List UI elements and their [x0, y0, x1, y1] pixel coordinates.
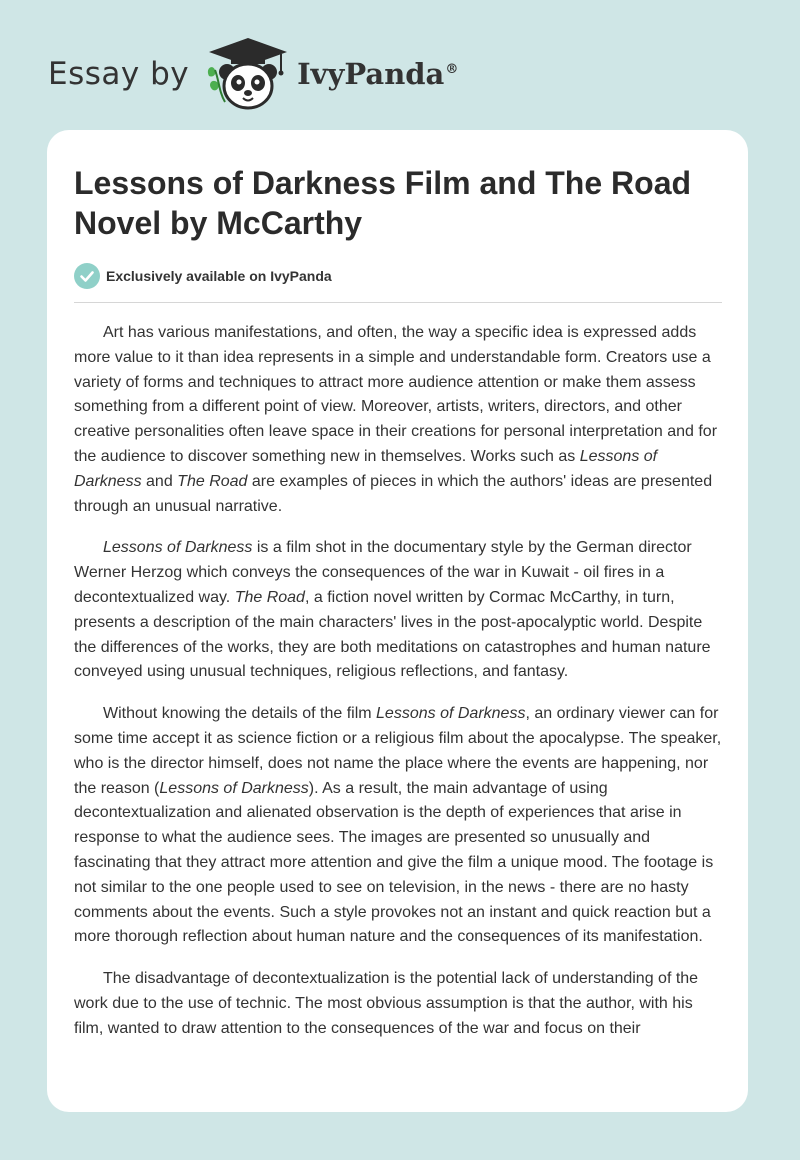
italic-title: Lessons of Darkness [103, 539, 253, 557]
italic-title: Lessons of Darkness [74, 447, 658, 490]
text-run: , a fiction novel written by Cormac McCarthy, in turn, presents a description of the main characters' lives in the post-apocalyptic world. Despite the differences of the works, they are both meditations on catastrophes and human nature conveyed using unusual techniques, religious reflections, and fantasy. [74, 588, 711, 681]
essay-by-label: Essay by [48, 56, 190, 92]
divider [74, 302, 722, 303]
site-header [48, 34, 458, 114]
text-run: are examples of pieces in which the authors' ideas are presented through an unusual narrative. [74, 472, 713, 515]
paragraph-3 [74, 702, 724, 950]
paragraph-1 [74, 321, 724, 519]
essay-card [47, 130, 748, 1112]
brand-name[interactable] [297, 57, 458, 91]
registered-mark: ® [445, 62, 459, 78]
paragraph-2 [74, 536, 724, 685]
italic-title: The Road [234, 588, 305, 606]
italic-title: Lessons of Darkness [376, 705, 526, 723]
text-run: The disadvantage of decontextualization is the potential lack of understanding of the work due to the use of technic. The most obvious assumption is that the author, with his film, wanted to draw attention to the consequences of the war and focus on their [74, 970, 699, 1037]
italic-title: Lessons of Darkness [159, 779, 309, 797]
panda-graduation-cap-icon[interactable] [203, 36, 293, 112]
text-run: and [141, 472, 178, 490]
italic-title: The Road [177, 472, 248, 490]
check-circle-icon [74, 263, 100, 289]
exclusive-badge-text: Exclusively available on IvyPanda [106, 268, 332, 284]
text-run: Art has various manifestations, and often, the way a specific idea is expressed adds more value to it than idea represents in a simple and understandable form. Creators use a variety of forms and techniques to attract more audience attention or make them assess something from a different point of view. Moreover, artists, writers, directors, and other creative personalities often leave space in their creations for personal interpretation and for the audience to discover something new in themselves. Works such as [74, 324, 718, 465]
text-run: is a film shot in the documentary style by the German director Werner Herzog which conveys the consequences of the war in Kuwait - oil fires in a decontextualized way. [74, 539, 692, 606]
essay-title: Lessons of Darkness Film and The Road Novel by McCarthy [74, 165, 692, 241]
text-run: , an ordinary viewer can for some time accept it as science fiction or a religious film about the apocalypse. The speaker, who is the director himself, does not name the place where the events are happening, nor the reason ( [74, 705, 722, 797]
text-run: ). As a result, the main advantage of using decontextualization and alienated observation is the depth of experiences that arise in response to what the audience sees. The images are presented so unusually and fascinating that they attract more attention and give the film a unique mood. The footage is not similar to the one people used to see on television, in the news - there are no hasty comments about the events. Such a style provokes not an instant and quick reaction but a more thorough reflection about human nature and the consequences of its manifestation. [74, 779, 714, 946]
exclusive-badge [74, 263, 332, 289]
text-run: Without knowing the details of the film [103, 705, 377, 723]
essay-body [74, 321, 724, 1059]
brand-name-text: IvyPanda [297, 57, 445, 91]
paragraph-4 [74, 967, 724, 1041]
